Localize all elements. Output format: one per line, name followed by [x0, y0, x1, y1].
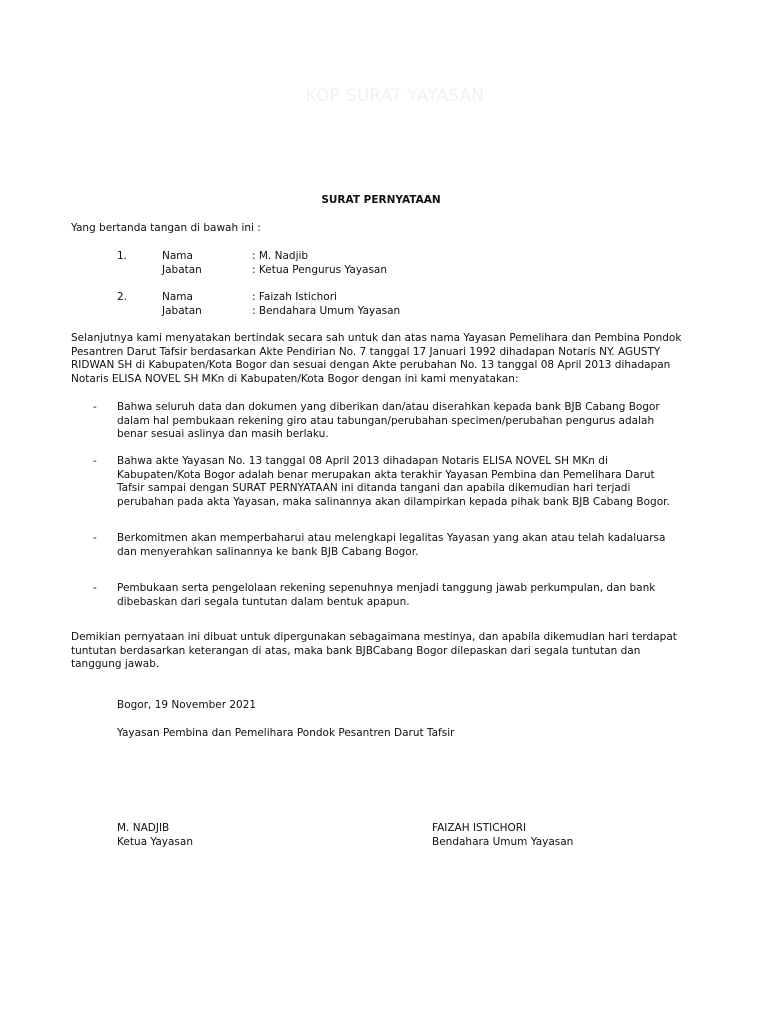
- signature-block-2: [432, 822, 573, 849]
- paragraph-line: tuntutan berdasarkan keterangan di atas, maka bank BJBCabang Bogor dilepaskan dari segala tuntutan dan: [71, 644, 641, 657]
- name-label: Nama: [162, 291, 193, 303]
- paragraph-line: RIDWAN SH di Kabupaten/Kota Bogor dan sesuai dengan Akte perubahan No. 13 tanggal 08 April 2013 dihadapan: [71, 359, 671, 371]
- intro-text: Yang bertanda tangan di bawah ini :: [71, 222, 261, 234]
- name-value: : Faizah Istichori: [252, 291, 337, 303]
- paragraph-line: tanggung jawab.: [71, 658, 160, 670]
- bullet-marker: -: [93, 582, 97, 594]
- document-title: SURAT PERNYATAAN: [321, 194, 441, 206]
- position-value: : Bendahara Umum Yayasan: [252, 305, 401, 317]
- bullet-line: dan menyerahkan salinannya ke bank BJB Cabang Bogor.: [117, 545, 419, 558]
- bullet-line: dibebaskan dari segala tuntutan dalam bentuk apapun.: [117, 595, 410, 608]
- paragraph-line: Selanjutnya kami menyatakan bertindak secara sah untuk dan atas nama Yayasan Pemelihara dan Pembina Pondok: [71, 332, 682, 344]
- bullet-item-2: [117, 455, 717, 509]
- statement-paragraph: [71, 332, 717, 386]
- bullet-line: Bahwa seluruh data dan dokumen yang diberikan dan/atau diserahkan kepada bank BJB Cabang Bogor: [117, 401, 660, 413]
- name-value: : M. Nadjib: [252, 250, 309, 262]
- bullet-item-3: [117, 532, 717, 559]
- bullet-line: Bahwa akte Yayasan No. 13 tanggal 08 April 2013 dihadapan Notaris ELISA NOVEL SH MKn di: [117, 455, 608, 467]
- bullet-item-4: [117, 582, 717, 609]
- signer-name: FAIZAH ISTICHORI: [432, 822, 527, 834]
- signature-block-1: [117, 822, 193, 849]
- paragraph-line: Demikian pernyataan ini dibuat untuk dipergunakan sebagaimana mestinya, dan apabila dikemudian hari terdapat: [71, 631, 677, 643]
- signer-number: 1.: [117, 250, 128, 262]
- signer-number: 2.: [117, 291, 128, 303]
- position-label: Jabatan: [162, 305, 202, 317]
- bullet-line: Kabupaten/Kota Bogor adalah benar merupakan akta terakhir Yayasan Pembina dan Pemelihara Darut: [117, 468, 655, 481]
- letterhead-placeholder: KOP SURAT YAYASAN: [305, 86, 485, 106]
- bullet-line: Tafsir sampai dengan SURAT PERNYATAAN ini ditanda tangani dan apabila dikemudian hari terjadi: [117, 482, 631, 494]
- signer-title: Bendahara Umum Yayasan: [432, 835, 574, 848]
- place-and-date: Bogor, 19 November 2021: [117, 699, 257, 711]
- name-label: Nama: [162, 250, 193, 262]
- closing-paragraph: [71, 631, 717, 672]
- bullet-line: Berkomitmen akan memperbaharui atau melengkapi legalitas Yayasan yang akan atau telah kadaluarsa: [117, 532, 666, 544]
- signer-name: M. NADJIB: [117, 822, 170, 834]
- paragraph-line: Notaris ELISA NOVEL SH MKn di Kabupaten/Kota Bogor dengan ini kami menyatakan:: [71, 372, 519, 385]
- bullet-marker: -: [93, 532, 97, 544]
- bullet-line: dalam hal pembukaan rekening giro atau tabungan/perubahan specimen/perubahan pengurus adalah: [117, 414, 655, 427]
- bullet-marker: -: [93, 455, 97, 467]
- bullet-item-1: [117, 401, 717, 442]
- organization-name: Yayasan Pembina dan Pemelihara Pondok Pesantren Darut Tafsir: [117, 727, 455, 739]
- paragraph-line: Pesantren Darut Tafsir berdasarkan Akte Pendirian No. 7 tanggal 17 Januari 1992 dihadapan Notaris NY. AGUSTY: [71, 345, 661, 358]
- bullet-line: benar sesuai aslinya dan masih berlaku.: [117, 428, 329, 440]
- bullet-marker: -: [93, 401, 97, 413]
- bullet-line: perubahan pada akta Yayasan, maka salinannya akan dilampirkan kepada pihak bank BJB Cabang Bogor.: [117, 495, 670, 508]
- bullet-line: Pembukaan serta pengelolaan rekening sepenuhnya menjadi tanggung jawab perkumpulan, dan bank: [117, 582, 656, 594]
- position-value: : Ketua Pengurus Yayasan: [252, 264, 388, 276]
- position-label: Jabatan: [162, 264, 202, 276]
- signer-title: Ketua Yayasan: [117, 835, 193, 848]
